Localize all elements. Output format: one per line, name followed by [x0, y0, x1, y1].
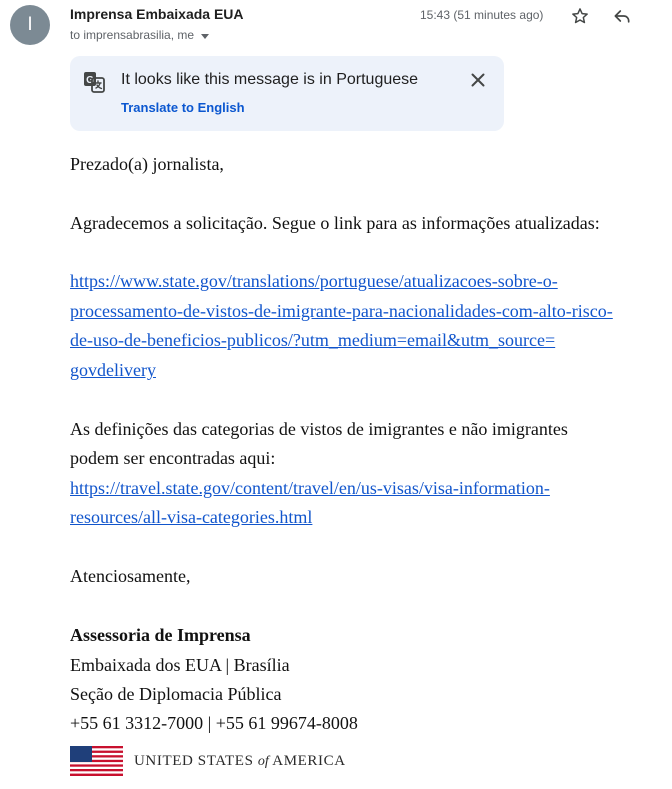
link-state-gov[interactable]: govdelivery	[70, 360, 156, 380]
chevron-down-icon	[201, 34, 209, 39]
closing: Atenciosamente,	[70, 566, 191, 586]
link-travel-state-gov-line-1[interactable]	[70, 478, 550, 499]
timestamp: 15:43 (51 minutes ago)	[420, 8, 544, 22]
link-state-gov-line-2[interactable]	[70, 301, 613, 322]
link-travel-state-gov-line-2[interactable]	[70, 507, 312, 528]
star-icon	[570, 6, 590, 26]
intro-paragraph: Agradecemos a solicitação. Segue o link para as informações atualizadas:	[70, 213, 600, 233]
wordmark-of: of	[257, 754, 269, 769]
close-banner-button[interactable]	[466, 68, 490, 92]
greeting: Prezado(a) jornalista,	[70, 154, 224, 174]
recipients-toggle[interactable]	[70, 28, 209, 42]
recipients-text: to imprensabrasilia, me	[70, 28, 195, 42]
translate-message: It looks like this message is in Portuguese	[121, 71, 419, 88]
sender-avatar[interactable]: I	[10, 5, 50, 45]
link-state-gov[interactable]: de-uso-de-beneficios-publicos/?utm_medium=email&utm_source=	[70, 330, 556, 350]
usa-wordmark	[134, 753, 346, 770]
link-visa-categories[interactable]: https://travel.state.gov/content/travel/en/us-visas/visa-information-	[70, 478, 550, 498]
translate-to-english-link[interactable]: Translate to English	[121, 100, 245, 115]
link-state-gov-line-4[interactable]	[70, 360, 156, 381]
sender-name[interactable]: Imprensa Embaixada EUA	[70, 6, 244, 22]
us-flag-icon	[70, 746, 123, 776]
translate-banner	[70, 56, 504, 131]
svg-text:G: G	[86, 75, 94, 86]
link-state-gov-line-3[interactable]	[70, 330, 555, 351]
close-icon	[470, 72, 486, 88]
signature-name: Assessoria de Imprensa	[70, 625, 251, 645]
reply-icon	[612, 6, 632, 26]
wordmark-left: UNITED STATES	[134, 753, 254, 769]
signature-org: Embaixada dos EUA | Brasília	[70, 655, 290, 675]
signature-phones: +55 61 3312-7000 | +55 61 99674-8008	[70, 713, 358, 733]
link-visa-categories[interactable]: resources/all-visa-categories.html	[70, 507, 313, 527]
translate-icon	[82, 70, 106, 94]
wordmark-right: AMERICA	[272, 753, 346, 769]
definitions-line-2: podem ser encontradas aqui:	[70, 448, 276, 468]
star-button[interactable]	[568, 4, 592, 28]
reply-button[interactable]	[610, 4, 634, 28]
signature-section: Seção de Diplomacia Pública	[70, 684, 282, 704]
definitions-line-1: As definições das categorias de vistos de imigrantes e não imigrantes	[70, 419, 568, 439]
link-state-gov[interactable]: processamento-de-vistos-de-imigrante-para-nacionalidades-com-alto-risco-	[70, 301, 613, 321]
link-state-gov-line-1[interactable]	[70, 271, 558, 292]
link-state-gov[interactable]: https://www.state.gov/translations/portuguese/atualizacoes-sobre-o-	[70, 271, 558, 291]
